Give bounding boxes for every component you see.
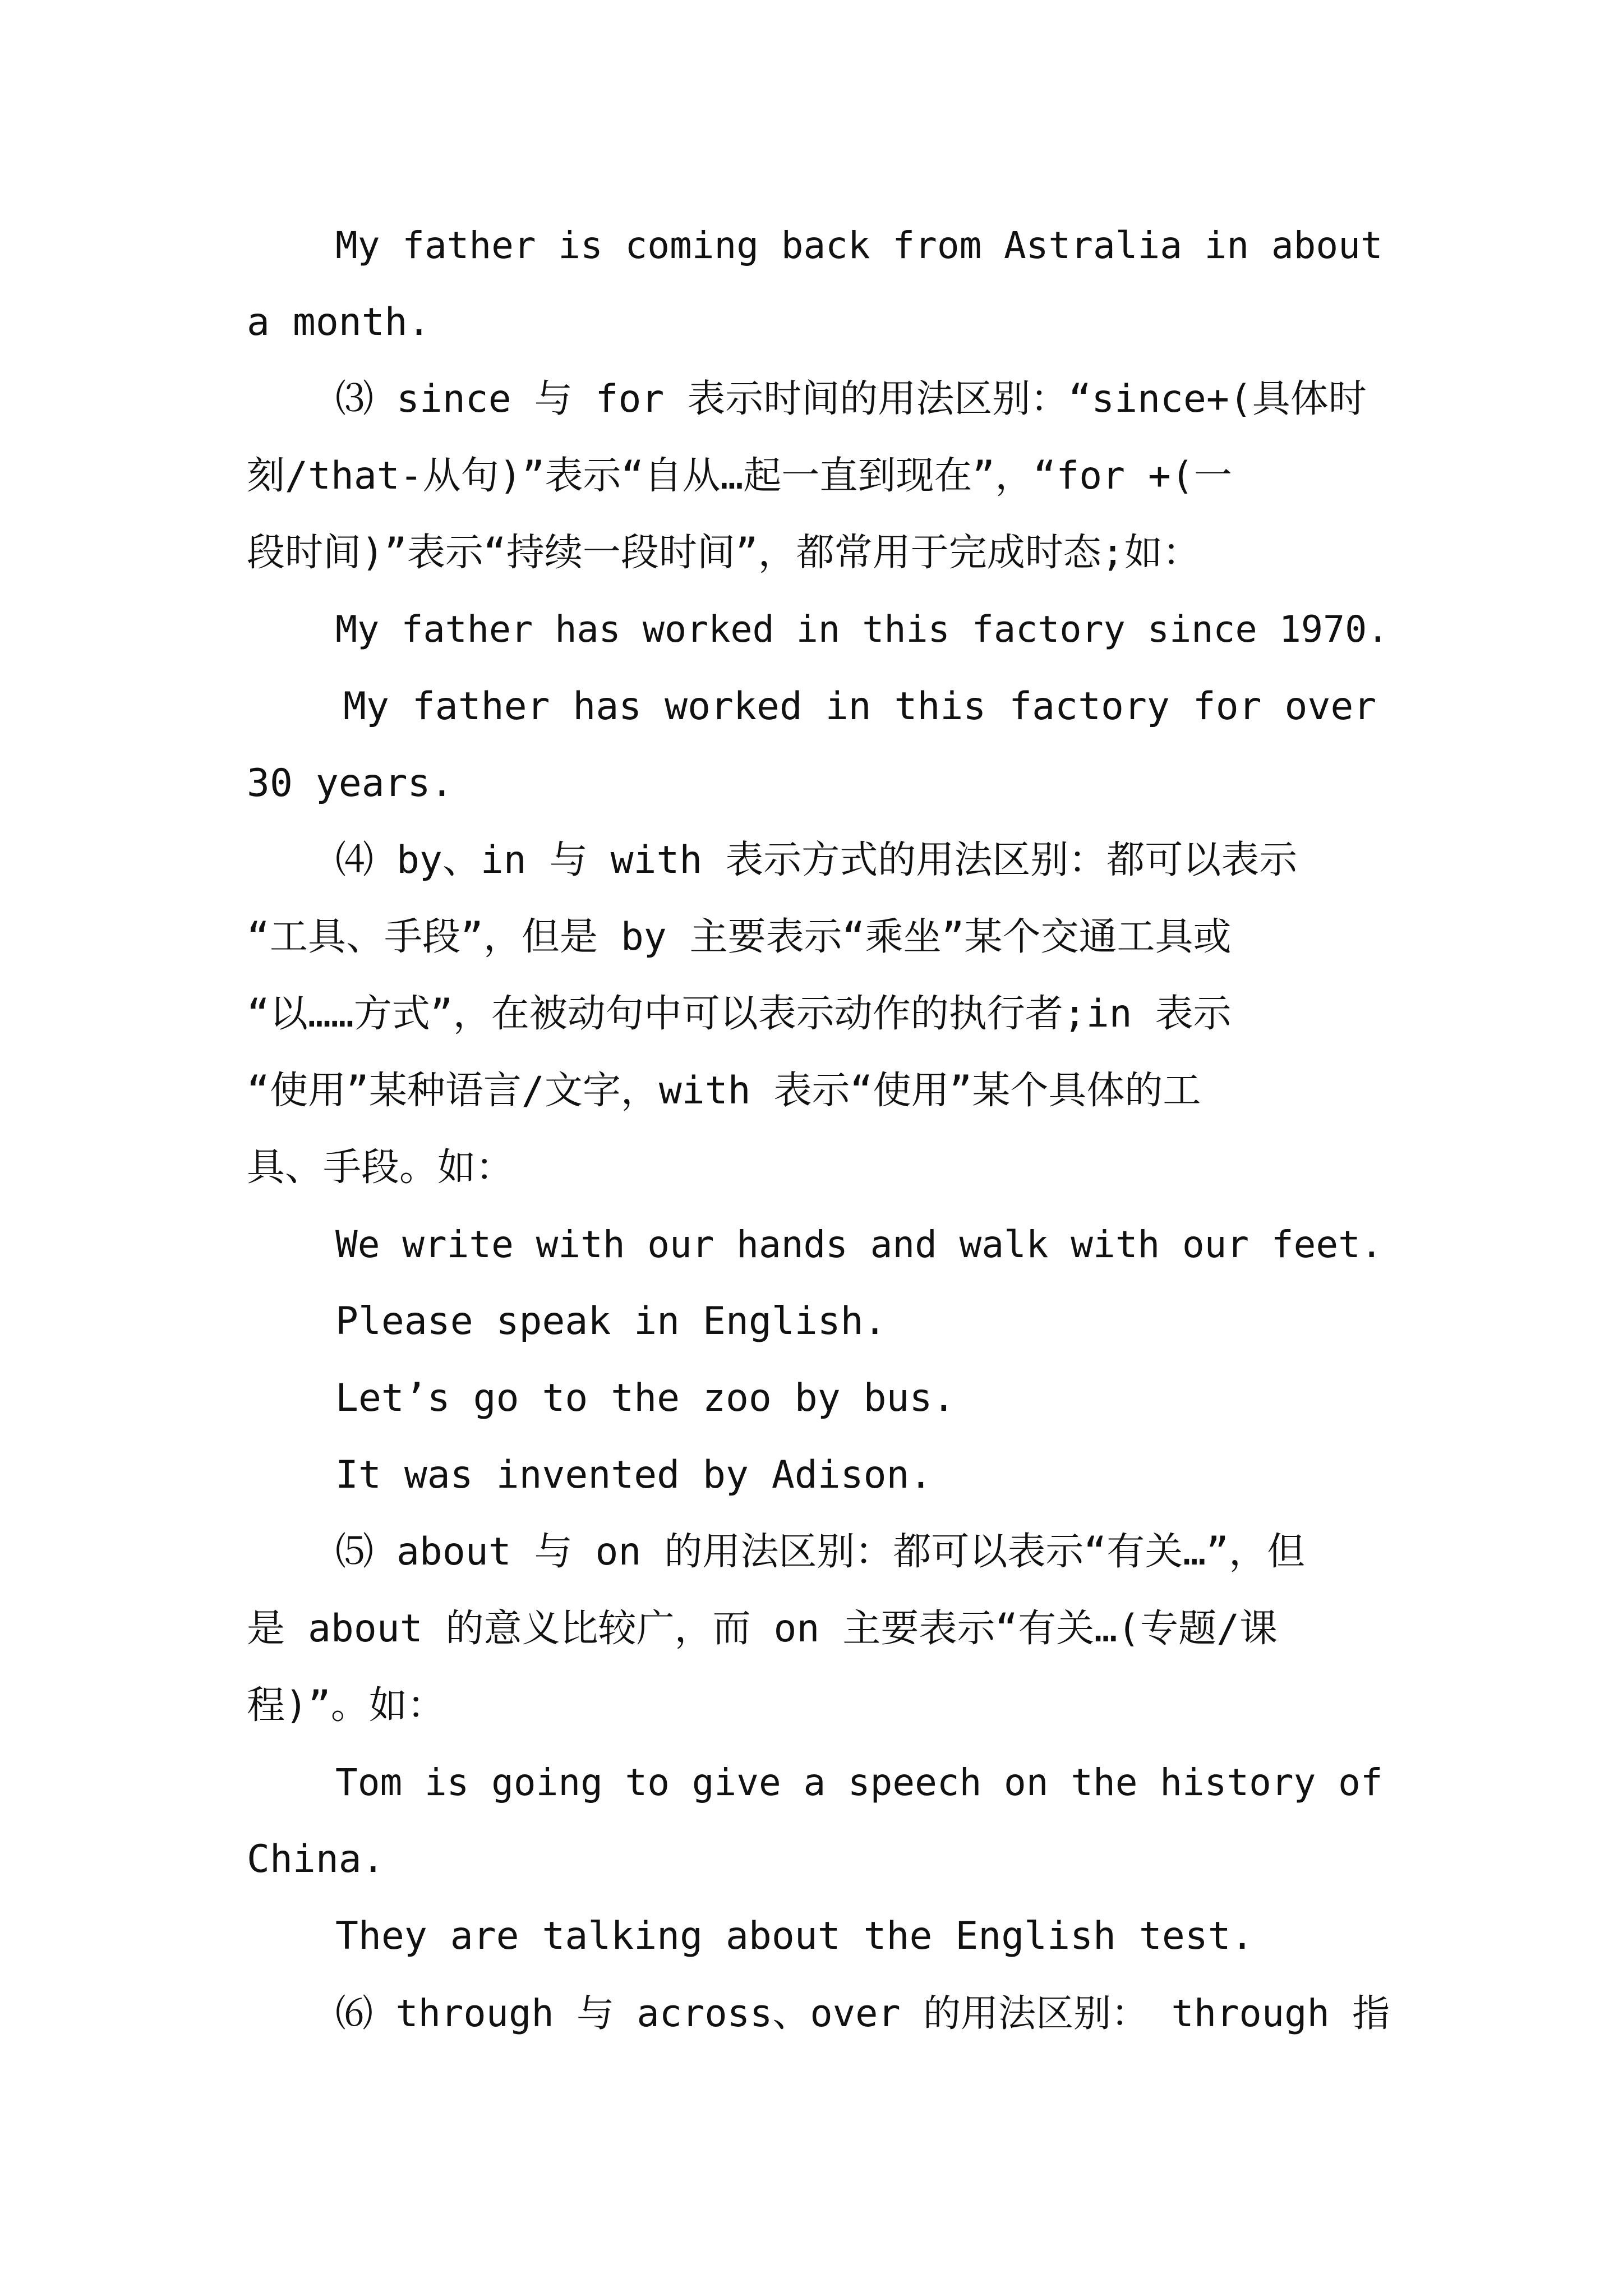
text-line: 是 about 的意义比较广，而 on 主要表示“有关…(专题/课 [247,1607,1278,1651]
text-line: 段时间)”表示“持续一段时间”，都常用于完成时态;如： [247,531,1201,575]
text-line: ⑸ about 与 on 的用法区别：都可以表示“有关…”，但 [335,1530,1306,1574]
text-line: My father has worked in this factory since 1970. [335,609,1389,651]
text-line: “使用”某种语言/文字，with 表示“使用”某个具体的工 [247,1069,1201,1113]
text-line: They are talking about the English test. [335,1914,1254,1958]
text-line: ⑷ by、in 与 with 表示方式的用法区别：都可以表示 [335,838,1298,882]
text-line: a month. [247,300,431,344]
text-line: 30 years. [247,761,454,806]
text-line: 程)”。如： [247,1683,445,1728]
text-line: Let’s go to the zoo by bus. [335,1376,956,1420]
text-line: Please speak in English. [335,1299,887,1343]
text-line: Tom is going to give a speech on the history of [335,1761,1383,1804]
text-line: ⑹ through 与 across、over 的用法区别： through 指 [335,1991,1390,2035]
text-line: ⑶ since 与 for 表示时间的用法区别：“since+(具体时 [335,377,1367,421]
text-line: China. [247,1837,385,1881]
text-line: “以……方式”，在被动句中可以表示动作的执行者;in 表示 [247,992,1232,1036]
text-line: It was invented by Adison. [335,1453,933,1497]
text-line: My father is coming back from Astralia in about [335,224,1383,267]
text-line: We write with our hands and walk with our feet. [335,1223,1383,1266]
text-line: 刻/that-从句)”表示“自从…起一直到现在”，“for +(一 [247,454,1232,498]
text-line: 具、手段。如： [247,1145,514,1190]
text-line: “工具、手段”，但是 by 主要表示“乘坐”某个交通工具或 [247,915,1232,959]
text-line: My father has worked in this factory for over [343,684,1377,729]
